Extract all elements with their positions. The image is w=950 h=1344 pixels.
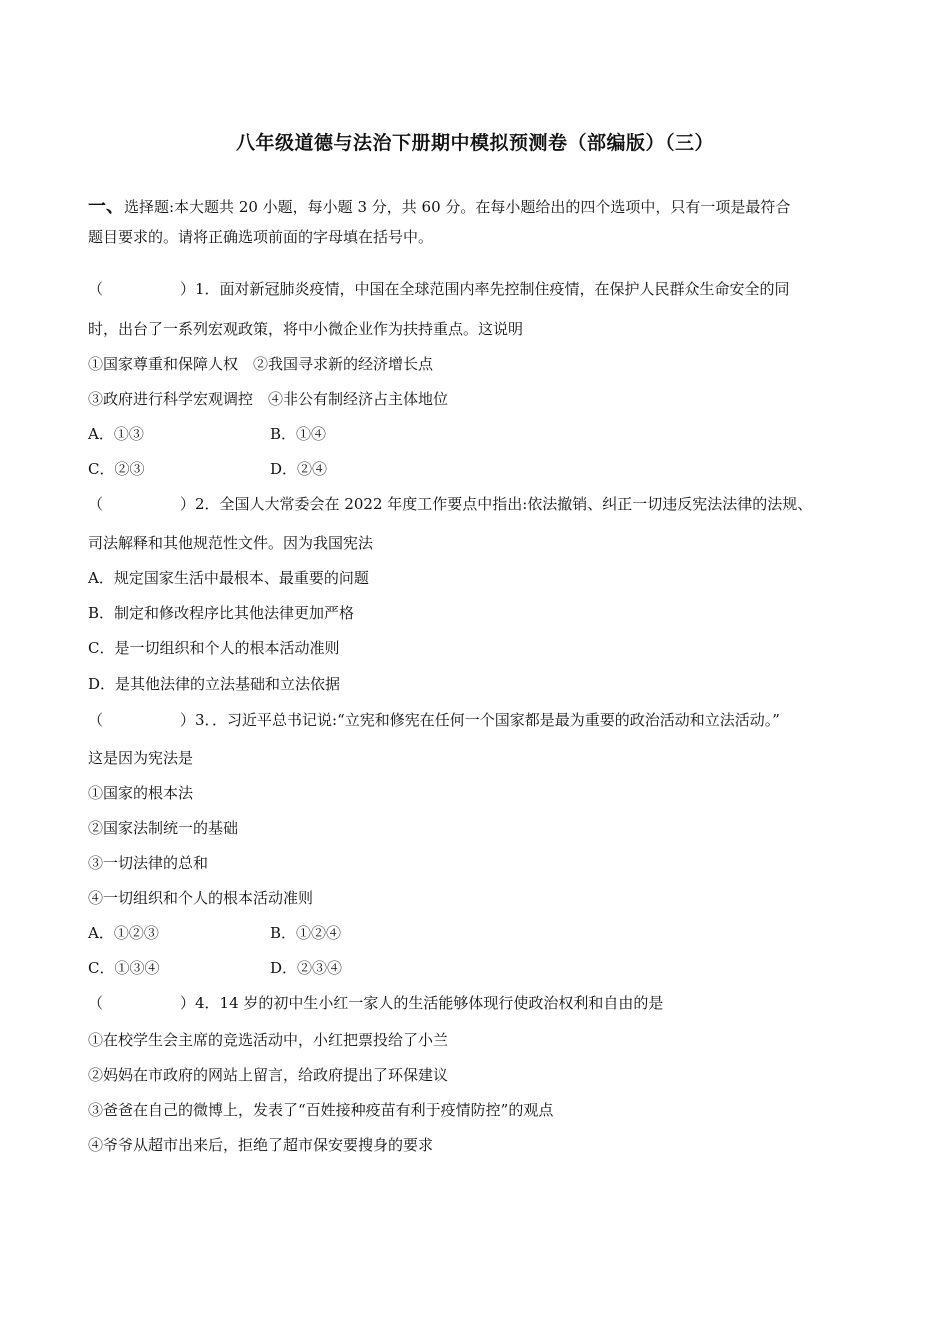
question-3-statement: ③一切法律的总和	[88, 854, 209, 872]
answer-blank[interactable]: （	[88, 495, 104, 513]
question-3-option-d: D．②③④	[270, 959, 343, 977]
section-instructions	[88, 192, 866, 252]
question-4-stem-line1: （ ）4．14 岁的初中生小红一家人的生活能够体现行使政治权利和自由的是	[88, 994, 664, 1012]
question-1-option-b: B．①④	[270, 425, 327, 443]
question-4-statement: ④爷爷从超市出来后，拒绝了超市保安要搜身的要求	[88, 1136, 434, 1154]
question-2-stem-line1: （ ）2．全国人大常委会在 2022 年度工作要点中指出:依法撤销、纠正一切违反宪法法律的法规、	[88, 495, 813, 513]
question-3-statement: ②国家法制统一的基础	[88, 819, 239, 837]
question-4-statement: ③爸爸在自己的微博上，发表了“百姓接种疫苗有利于疫情防控”的观点	[88, 1101, 554, 1119]
section-intro-line2: 题目要求的。请将正确选项前面的字母填在括号中。	[88, 228, 434, 246]
page-title: 八年级道德与法治下册期中模拟预测卷（部编版）（三）	[235, 132, 714, 154]
question-4-statement: ①在校学生会主席的竞选活动中，小红把票投给了小兰	[88, 1031, 449, 1049]
question-4-statement: ②妈妈在市政府的网站上留言，给政府提出了环保建议	[88, 1066, 449, 1084]
section-number: 一、	[88, 196, 124, 217]
question-2-option-a: A．规定国家生活中最根本、最重要的问题	[88, 569, 369, 587]
section-intro-line1: 选择题:本大题共 20 小题，每小题 3 分，共 60 分。在每小题给出的四个选项中，只有一项是最符合	[124, 198, 791, 216]
question-2-stem-line2: 司法解释和其他规范性文件。因为我国宪法	[88, 534, 374, 552]
question-2-option-d: D．是其他法律的立法基础和立法依据	[88, 675, 341, 693]
question-1-stem-line1: （ ）1．面对新冠肺炎疫情，中国在全球范围内率先控制住疫情，在保护人民群众生命安全的同	[88, 280, 790, 298]
question-3-stem-line2: 这是因为宪法是	[88, 749, 194, 767]
question-1-option-c: C．②③	[88, 460, 145, 478]
question-2-option-b: B．制定和修改程序比其他法律更加严格	[88, 604, 355, 622]
question-3-stem-line1: （ ）3．．习近平总书记说:“立宪和修宪在任何一个国家都是最为重要的政治活动和立法活动。”	[88, 711, 780, 729]
answer-blank[interactable]: （	[88, 994, 104, 1012]
question-1-statement: ③政府进行科学宏观调控 ④非公有制经济占主体地位	[88, 390, 449, 408]
question-1-option-a: A．①③	[88, 425, 144, 443]
question-1-stem-line2: 时，出台了一系列宏观政策，将中小微企业作为扶持重点。这说明	[88, 320, 524, 338]
question-1-option-d: D．②④	[270, 460, 328, 478]
question-3-statement: ①国家的根本法	[88, 784, 194, 802]
answer-blank[interactable]: （	[88, 711, 104, 729]
question-1-statement: ①国家尊重和保障人权 ②我国寻求新的经济增长点	[88, 355, 434, 373]
question-2-option-c: C．是一切组织和个人的根本活动准则	[88, 639, 340, 657]
question-3-option-b: B．①②④	[270, 924, 342, 942]
question-3-statement: ④一切组织和个人的根本活动准则	[88, 889, 314, 907]
question-3-option-c: C．①③④	[88, 959, 160, 977]
answer-blank[interactable]: （	[88, 280, 104, 298]
question-3-option-a: A．①②③	[88, 924, 159, 942]
